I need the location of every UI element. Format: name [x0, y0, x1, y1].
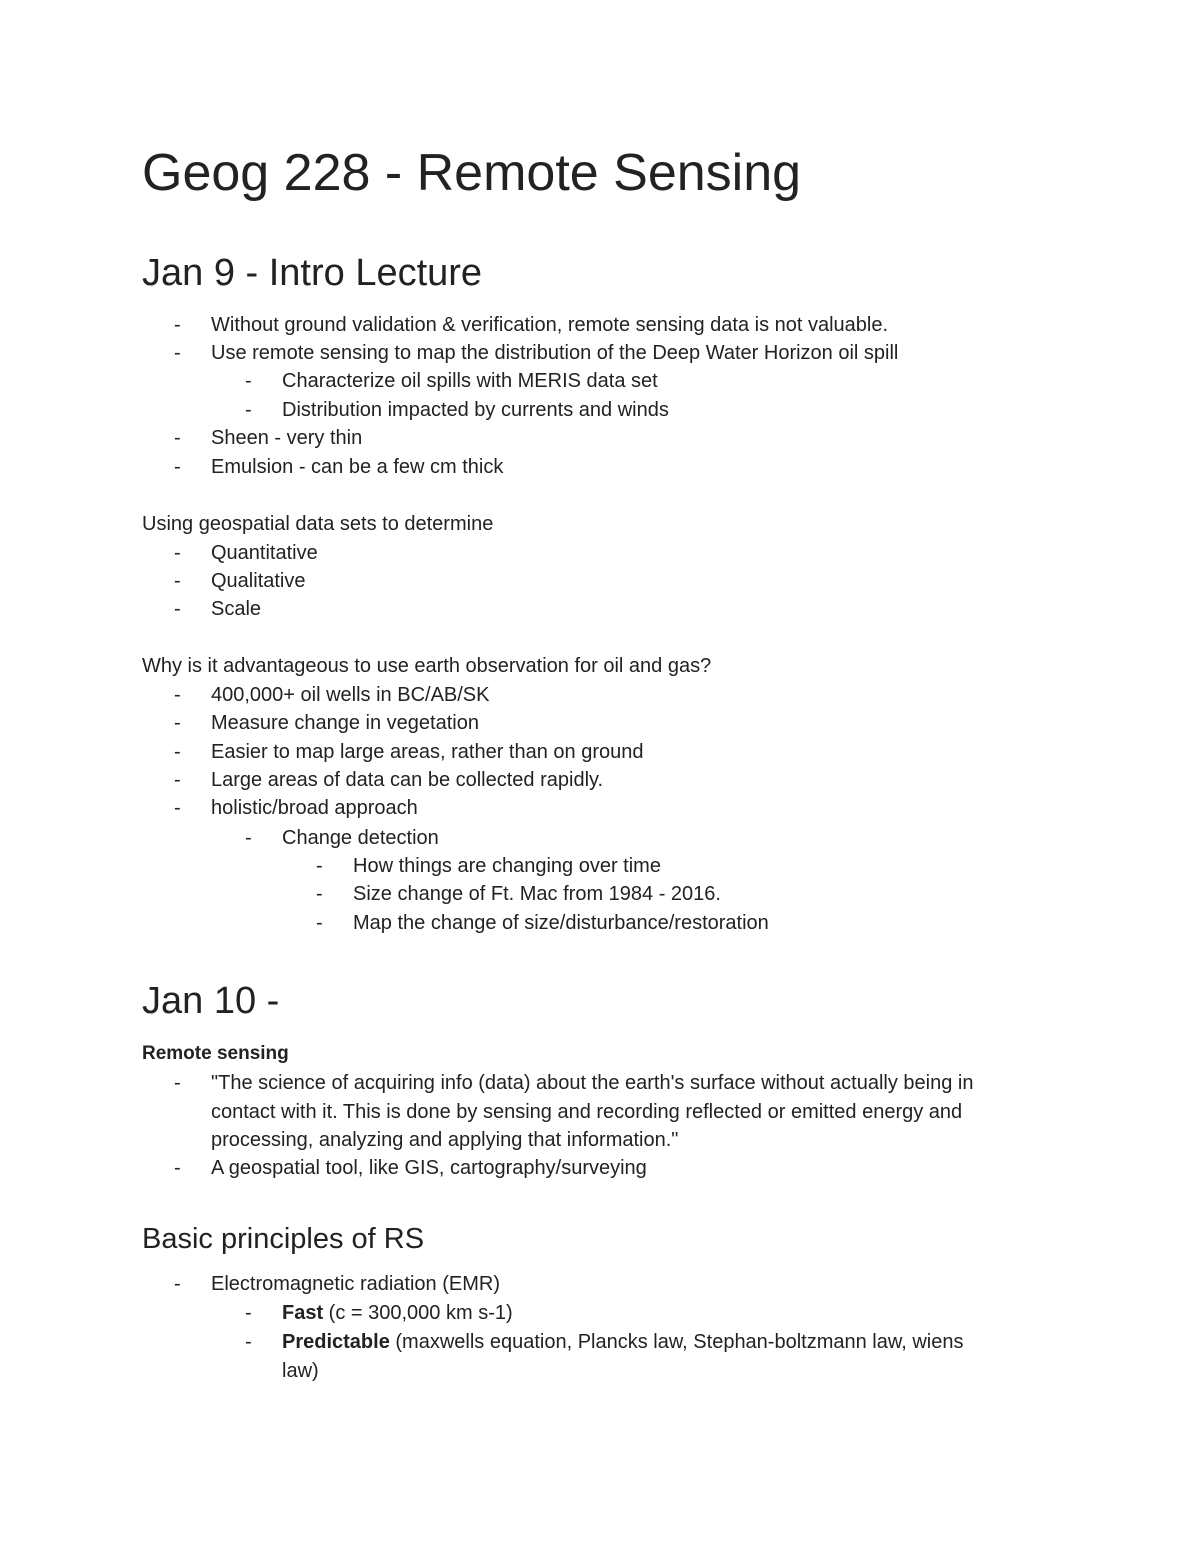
list-item: Characterize oil spills with MERIS data set [282, 370, 658, 392]
list-item: How things are changing over time [353, 855, 661, 877]
predictable-label: Predictable [282, 1331, 390, 1353]
bullet-dash: - [174, 712, 181, 734]
document-title: Geog 228 - Remote Sensing [142, 144, 802, 202]
bullet-dash: - [316, 912, 323, 934]
bullet-dash: - [174, 1072, 181, 1094]
list-item: holistic/broad approach [211, 797, 418, 819]
bullet-dash: - [174, 342, 181, 364]
bullet-dash: - [245, 1302, 252, 1324]
bullet-dash: - [174, 456, 181, 478]
bullet-dash: - [245, 370, 252, 392]
section-heading-jan9: Jan 9 - Intro Lecture [142, 252, 483, 294]
bullet-dash: - [245, 1331, 252, 1353]
list-item: 400,000+ oil wells in BC/AB/SK [211, 684, 490, 706]
list-item: Distribution impacted by currents and winds [282, 399, 669, 421]
remote-sensing-label: Remote sensing [142, 1043, 289, 1064]
list-item: Electromagnetic radiation (EMR) [211, 1273, 500, 1295]
paragraph-geospatial: Using geospatial data sets to determine [142, 513, 494, 535]
list-item: Measure change in vegetation [211, 712, 479, 734]
list-item: Change detection [282, 827, 439, 849]
list-item: Without ground validation & verification, remote sensing data is not valuable. [211, 314, 889, 336]
list-item: Map the change of size/disturbance/restoration [353, 912, 769, 934]
list-item: Sheen - very thin [211, 427, 363, 449]
bullet-dash: - [245, 827, 252, 849]
bullet-dash: - [316, 855, 323, 877]
fast-text: (c = 300,000 km s-1) [323, 1302, 513, 1324]
bullet-dash: - [245, 399, 252, 421]
list-item: Quantitative [211, 542, 318, 564]
bullet-dash: - [174, 570, 181, 592]
bullet-dash: - [174, 684, 181, 706]
bullet-dash: - [174, 741, 181, 763]
bullet-dash: - [174, 314, 181, 336]
definition-line: contact with it. This is done by sensing and recording reflected or emitted energy and [211, 1101, 963, 1123]
fast-label: Fast [282, 1302, 324, 1324]
definition-line: processing, analyzing and applying that information." [211, 1129, 679, 1151]
bullet-dash: - [174, 542, 181, 564]
bullet-dash: - [174, 598, 181, 620]
list-item: A geospatial tool, like GIS, cartography/surveying [211, 1157, 647, 1179]
list-item-fast [282, 1299, 513, 1327]
bullet-dash: - [174, 1273, 181, 1295]
list-item: Easier to map large areas, rather than on ground [211, 741, 644, 763]
list-item-predictable [282, 1328, 963, 1356]
section-heading-basic-principles: Basic principles of RS [142, 1223, 425, 1255]
list-item: Scale [211, 598, 262, 620]
list-item: Qualitative [211, 570, 306, 592]
bullet-dash: - [174, 1157, 181, 1179]
list-item: Use remote sensing to map the distribution of the Deep Water Horizon oil spill [211, 342, 899, 364]
paragraph-why: Why is it advantageous to use earth observation for oil and gas? [142, 655, 712, 677]
list-item: Emulsion - can be a few cm thick [211, 456, 504, 478]
definition-line: "The science of acquiring info (data) about the earth's surface without actually being in [211, 1072, 974, 1094]
bullet-dash: - [174, 797, 181, 819]
section-heading-jan10: Jan 10 - [142, 980, 280, 1022]
bullet-dash: - [174, 427, 181, 449]
list-item: Size change of Ft. Mac from 1984 - 2016. [353, 883, 721, 905]
bullet-dash: - [316, 883, 323, 905]
predictable-text-continued: law) [282, 1360, 319, 1382]
bullet-dash: - [174, 769, 181, 791]
predictable-text: (maxwells equation, Plancks law, Stephan-boltzmann law, wiens [389, 1331, 964, 1353]
list-item: Large areas of data can be collected rapidly. [211, 769, 604, 791]
